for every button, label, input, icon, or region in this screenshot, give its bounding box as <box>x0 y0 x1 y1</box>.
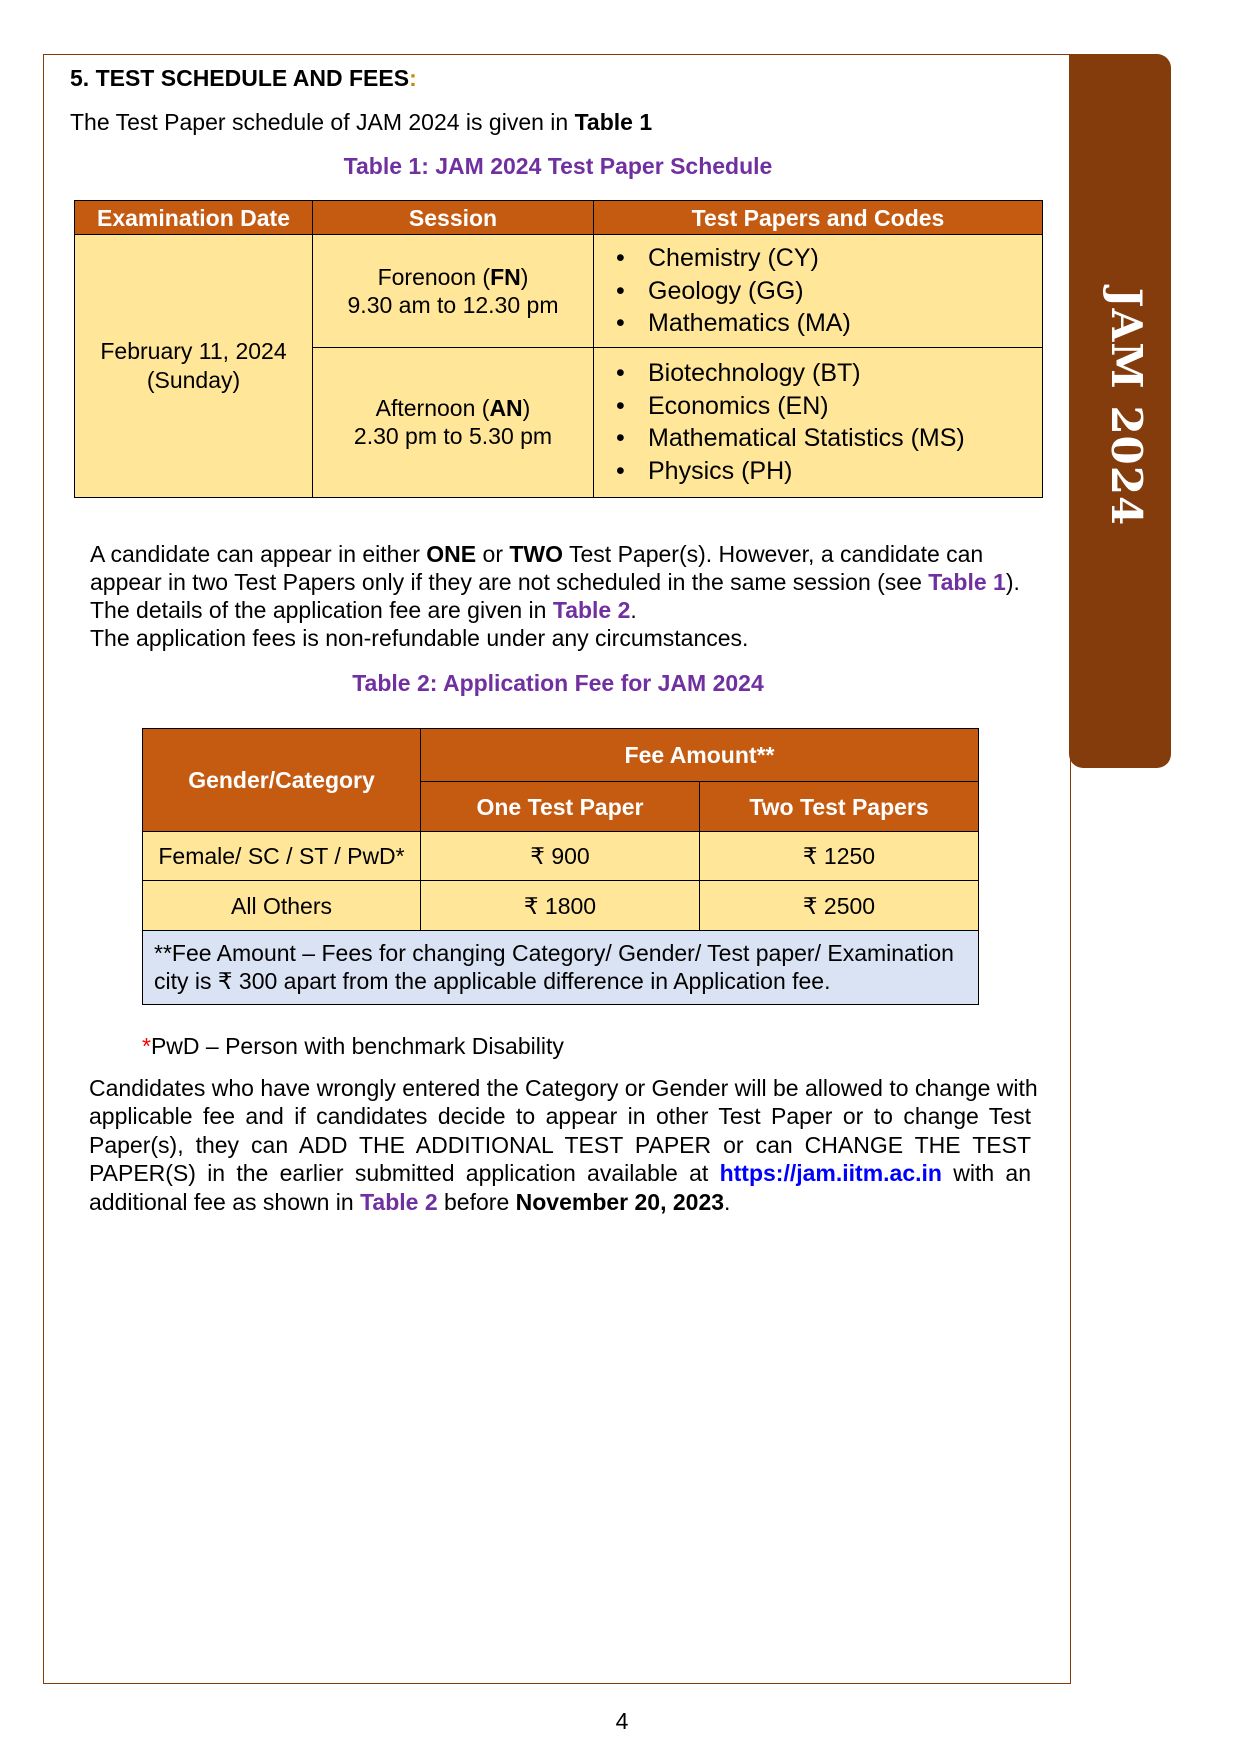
paragraph-line: applicable fee and if candidates decide to appear in other Test Paper or to change Test <box>89 1103 1031 1130</box>
list-item: • Biotechnology (BT) <box>594 357 1042 390</box>
side-tab-title: JAM 2024 <box>1102 287 1151 527</box>
paragraph-line: Paper(s), they can ADD THE ADDITIONAL TEST PAPER or can CHANGE THE TEST <box>89 1131 1031 1158</box>
fee-note-line: **Fee Amount – Fees for changing Category/ Gender/ Test paper/ Examination <box>154 940 954 967</box>
session-name <box>313 263 593 291</box>
exam-day: (Sunday) <box>146 367 241 393</box>
list-item: • Chemistry (CY) <box>594 242 1042 275</box>
fee-note-cell <box>143 931 979 1005</box>
fee-two-papers-cell: ₹ 1250 <box>700 832 979 881</box>
paragraph-line: Candidates who have wrongly entered the Category or Gender will be allowed to change with <box>89 1075 1038 1101</box>
paragraph-line <box>90 540 1020 568</box>
emphasis-one: ONE <box>426 540 477 567</box>
paper-list <box>594 242 1042 340</box>
examination-date-cell <box>75 235 313 498</box>
change-policy-paragraph <box>89 1074 1038 1216</box>
table1-row-forenoon <box>75 235 1043 348</box>
exam-date: February 11, 2024 <box>100 338 287 364</box>
deadline-date: November 20, 2023 <box>515 1188 725 1215</box>
application-fee-table <box>142 728 979 1005</box>
papers-cell-forenoon <box>594 235 1043 348</box>
list-item: • Mathematics (MA) <box>594 307 1042 340</box>
footnote-text: PwD – Person with benchmark Disability <box>150 1033 564 1059</box>
page-number: 4 <box>615 1708 629 1734</box>
session-name <box>313 394 593 422</box>
paper-list <box>594 357 1042 487</box>
session-code: FN <box>490 263 521 290</box>
header-fee-amount: Fee Amount** <box>421 729 979 782</box>
footnote-asterisk: * <box>142 1033 151 1059</box>
header-two-test-papers: Two Test Papers <box>700 782 979 832</box>
text-run: . <box>724 1188 731 1215</box>
table-row <box>143 881 979 931</box>
text-run: or <box>476 540 510 567</box>
table2-header-row <box>143 729 979 782</box>
paragraph-line <box>89 1188 1031 1216</box>
session-time: 9.30 am to 12.30 pm <box>347 291 559 318</box>
text-run: additional fee as shown in <box>89 1188 361 1215</box>
table1-caption: Table 1: JAM 2024 Test Paper Schedule <box>343 153 773 179</box>
text-run: PAPER(S) in the earlier submitted application available at <box>89 1160 720 1187</box>
list-item: • Physics (PH) <box>594 455 1042 488</box>
intro-text: The Test Paper schedule of JAM 2024 is given in <box>70 109 575 135</box>
eligibility-paragraph <box>90 540 1020 652</box>
side-tab <box>1069 54 1171 768</box>
header-one-test-paper: One Test Paper <box>421 782 700 832</box>
section-heading <box>70 64 417 92</box>
list-item: • Mathematical Statistics (MS) <box>594 422 1042 455</box>
test-schedule-table <box>74 200 1043 498</box>
jam-website-link[interactable]: https://jam.iitm.ac.in <box>719 1160 942 1187</box>
session-time: 2.30 pm to 5.30 pm <box>353 423 553 450</box>
papers-cell-afternoon <box>594 347 1043 498</box>
paragraph-line <box>90 568 1020 596</box>
pwd-footnote <box>142 1032 564 1060</box>
section-intro <box>70 108 652 136</box>
text-run: . <box>630 596 637 623</box>
table1-header-row <box>75 201 1043 235</box>
header-session: Session <box>313 201 594 235</box>
text-run: with an <box>941 1160 1031 1187</box>
emphasis-two: TWO <box>509 540 564 567</box>
list-item: • Geology (GG) <box>594 275 1042 308</box>
fee-one-paper-cell: ₹ 900 <box>421 832 700 881</box>
text-run: ). <box>1005 568 1020 595</box>
section-heading-text: 5. TEST SCHEDULE AND FEES <box>70 65 410 91</box>
category-cell: Female/ SC / ST / PwD* <box>143 832 421 881</box>
intro-table-ref: Table 1 <box>574 109 653 135</box>
table2-reference: Table 2 <box>360 1188 438 1215</box>
text-run: The details of the application fee are given in <box>90 596 553 623</box>
paragraph-line <box>89 1159 1031 1187</box>
paragraph-line <box>90 596 1020 624</box>
session-name-prefix: Forenoon ( <box>377 263 491 290</box>
session-name-prefix: Afternoon ( <box>375 395 490 422</box>
fee-note-row <box>143 931 979 1005</box>
text-run: Test Paper(s). However, a candidate can <box>563 540 984 567</box>
table2-reference: Table 2 <box>552 596 631 623</box>
session-code: AN <box>489 395 523 422</box>
table2-caption: Table 2: Application Fee for JAM 2024 <box>352 670 764 696</box>
text-run: A candidate can appear in either <box>90 540 427 567</box>
session-name-suffix: ) <box>520 263 529 290</box>
text-run: appear in two Test Papers only if they are not scheduled in the same session (see <box>90 568 929 595</box>
table-row <box>143 832 979 881</box>
header-gender-category: Gender/Category <box>143 729 421 832</box>
table1-reference: Table 1 <box>928 568 1006 595</box>
list-item: • Economics (EN) <box>594 390 1042 423</box>
category-cell: All Others <box>143 881 421 931</box>
fee-one-paper-cell: ₹ 1800 <box>421 881 700 931</box>
paragraph-line: The application fees is non-refundable under any circumstances. <box>90 624 749 651</box>
session-cell-afternoon <box>313 347 594 498</box>
text-run: before <box>437 1188 516 1215</box>
section-heading-colon: : <box>409 65 417 91</box>
session-name-suffix: ) <box>522 395 531 422</box>
session-cell-forenoon <box>313 235 594 348</box>
header-test-papers: Test Papers and Codes <box>594 201 1043 235</box>
fee-two-papers-cell: ₹ 2500 <box>700 881 979 931</box>
header-examination-date: Examination Date <box>75 201 313 235</box>
fee-note-line: city is ₹ 300 apart from the applicable difference in Application fee. <box>154 968 831 995</box>
